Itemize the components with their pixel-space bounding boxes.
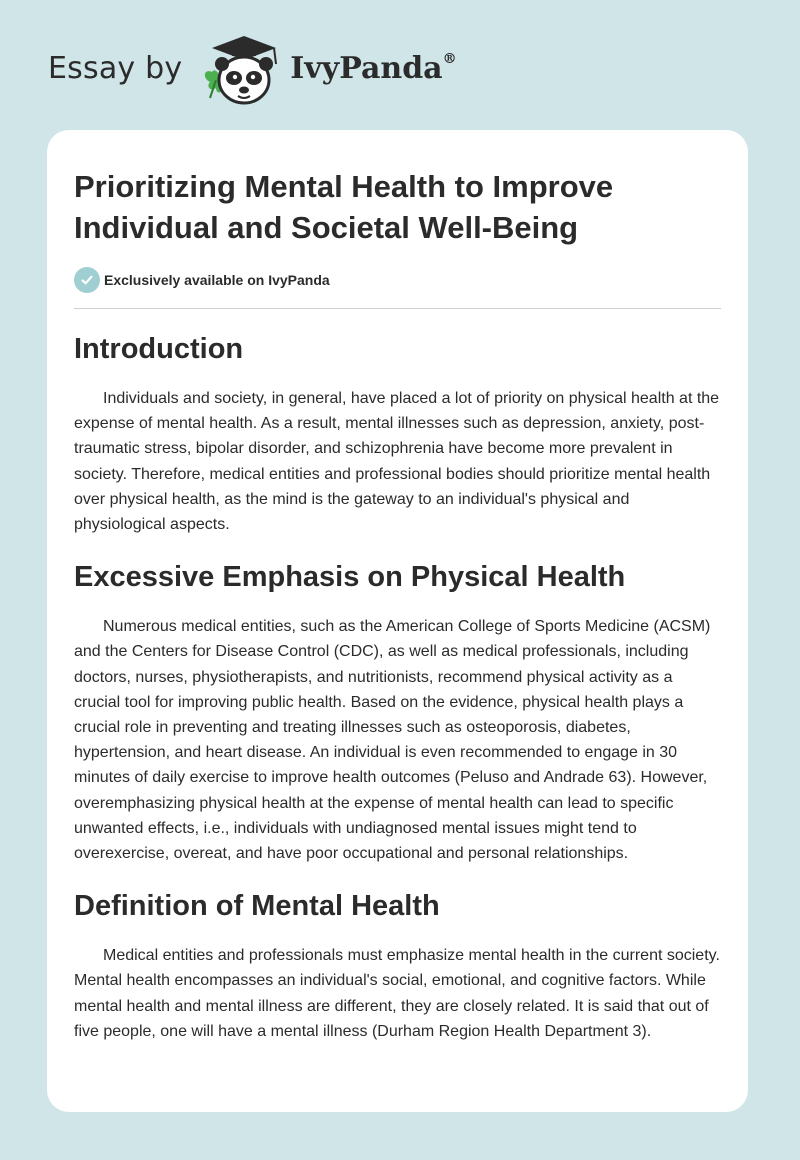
section-introduction (74, 331, 721, 537)
section-heading: Introduction (74, 333, 244, 365)
check-circle-icon (74, 267, 100, 293)
registered-mark: ® (442, 50, 457, 67)
exclusive-badge-text: Exclusively available on IvyPanda (104, 272, 330, 288)
section-definition (74, 888, 721, 1044)
section-heading: Excessive Emphasis on Physical Health (74, 561, 626, 594)
brand-logo-text[interactable] (290, 51, 456, 86)
exclusive-badge (74, 266, 721, 294)
brand-name: IvyPanda (290, 50, 443, 86)
section-excessive-emphasis (74, 559, 721, 866)
site-header (48, 30, 457, 110)
section-paragraph: Medical entities and professionals must emphasize mental health in the current society. Mental health encompasses an individual's social, emotional, and cognitive factors. While mental health and mental illness are different, they are closely related. It is said that out of five people, one will have a mental illness (Durham Region Health Department 3). (74, 947, 720, 1040)
section-paragraph: Individuals and society, in general, have placed a lot of priority on physical health at the expense of mental health. As a result, mental illnesses such as depression, anxiety, post-traumatic stress, bipolar disorder, and schizophrenia have become more prevalent in society. Therefore, medical entities and professional bodies should prioritize mental health over physical health, as the mind is the gateway to an individual's physical and physiological aspects. (74, 390, 720, 534)
essay-card (47, 130, 748, 1112)
essay-by-label: Essay by (48, 50, 183, 86)
essay-title: Prioritizing Mental Health to Improve Individual and Societal Well-Being (74, 169, 614, 245)
panda-graduate-logo-icon[interactable] (196, 30, 286, 110)
section-heading: Definition of Mental Health (74, 890, 440, 923)
section-paragraph: Numerous medical entities, such as the American College of Sports Medicine (ACSM) and the Centers for Disease Control (CDC), as well as medical professionals, including doctors, nurses, physiotherapists, and nutritionists, recommend physical activity as a crucial tool for improving public health. Based on the evidence, physical health plays a crucial role in preventing and treating illnesses such as osteoporosis, diabetes, hypertension, and heart disease. An individual is even recommended to engage in 30 minutes of daily exercise to improve health outcomes (Peluso and Andrade 63). However, overemphasizing physical health at the expense of mental health can lead to specific unwanted effects, i.e., individuals with undiagnosed mental issues might tend to overexercise, overeat, and have poor occupational and personal relationships. (74, 618, 711, 863)
title-divider (74, 308, 721, 309)
